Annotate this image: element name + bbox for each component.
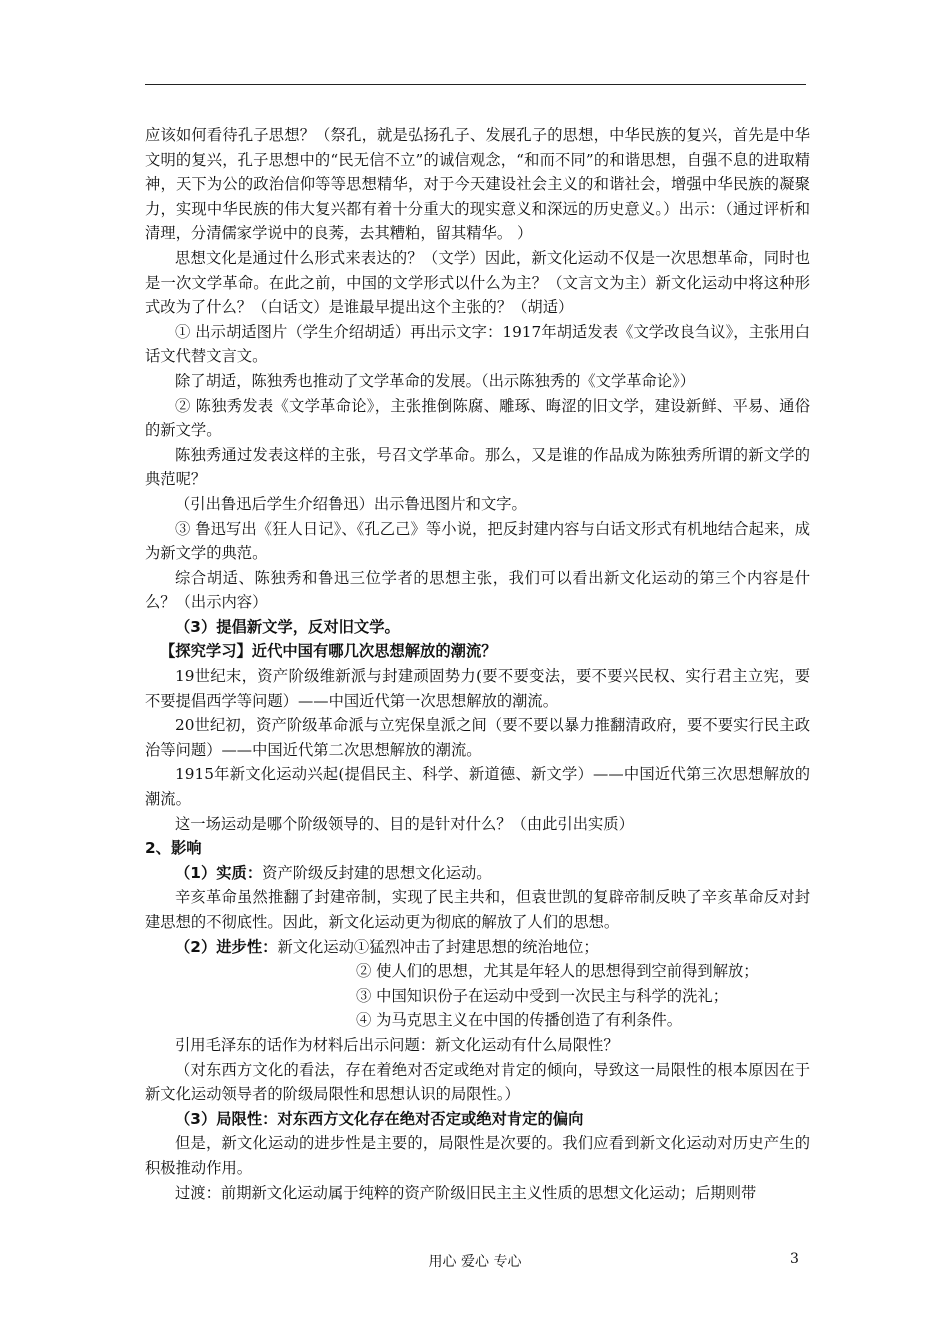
essence-text: 资产阶级反封建的思想文化运动。 <box>262 863 492 882</box>
paragraph: ③ 鲁迅写出《狂人日记》、《孔乙己》等小说，把反封建内容与白话文形式有机地结合起来，成为新文学的典范。 <box>145 519 810 563</box>
paragraph <box>145 861 810 886</box>
paragraph: （引出鲁迅后学生介绍鲁迅）出示鲁迅图片和文字。 <box>175 494 527 513</box>
section-heading: （3）提倡新文学，反对旧文学。 <box>175 617 400 636</box>
paragraph: 综合胡适、陈独秀和鲁迅三位学者的思想主张，我们可以看出新文化运动的第三个内容是什么？（出示内容） <box>145 568 810 612</box>
paragraph: （对东西方文化的看法，存在着绝对否定或绝对肯定的倾向，导致这一局限性的根本原因在于新文化运动领导者的阶级局限性和思想认识的局限性。） <box>145 1060 810 1104</box>
paragraph: 1915年新文化运动兴起(提倡民主、科学、新道德、新文学）——中国近代第三次思想解放的潮流。 <box>145 765 810 809</box>
progress-item: ③ 中国知识份子在运动中受到一次民主与科学的洗礼； <box>356 986 728 1005</box>
section-heading: 2、影响 <box>145 839 202 858</box>
label-essence: （1）实质： <box>175 863 263 882</box>
paragraph: 过渡：前期新文化运动属于纯粹的资产阶级旧民主主义性质的思想文化运动；后期则带 <box>175 1183 757 1202</box>
progress-item: ② 使人们的思想，尤其是年轻人的思想得到空前得到解放； <box>356 962 759 981</box>
paragraph: ② 陈独秀发表《文学革命论》，主张推倒陈腐、雕琢、晦涩的旧文学，建设新鲜、平易、通俗的新文学。 <box>145 396 810 440</box>
page-number: 3 <box>790 1251 799 1267</box>
progress-item: 新文化运动①猛烈冲击了封建思想的统治地位； <box>277 937 599 956</box>
paragraph: ① 出示胡适图片（学生介绍胡适）再出示文字：1917年胡适发表《文学改良刍议》，主张用白话文代替文言文。 <box>145 322 810 366</box>
paragraph: 20世纪初，资产阶级革命派与立宪保皇派之间（要不要以暴力推翻清政府，要不要实行民主政治等问题）——中国近代第二次思想解放的潮流。 <box>145 716 810 759</box>
document-body <box>145 123 810 1205</box>
paragraph: 这一场运动是哪个阶级领导的、目的是针对什么？（由此引出实质） <box>175 814 634 833</box>
paragraph: 辛亥革命虽然推翻了封建帝制，实现了民主共和，但袁世凯的复辟帝制反映了辛亥革命反对封建思想的不彻底性。因此，新文化运动更为彻底的解放了人们的思想。 <box>145 888 810 931</box>
paragraph <box>145 935 810 960</box>
header-rule <box>145 84 806 85</box>
paragraph: 陈独秀通过发表这样的主张，号召文学革命。那么，又是谁的作品成为陈独秀所谓的新文学的典范呢？ <box>145 445 810 489</box>
section-heading: （3）局限性：对东西方文化存在绝对否定或绝对肯定的偏向 <box>175 1109 584 1128</box>
paragraph: 除了胡适，陈独秀也推动了文学革命的发展。（出示陈独秀的《文学革命论》） <box>175 371 696 390</box>
footer-slogan: 用心 爱心 专心 <box>428 1254 522 1270</box>
paragraph: 但是，新文化运动的进步性是主要的，局限性是次要的。我们应看到新文化运动对历史产生的积极推动作用。 <box>145 1134 810 1177</box>
paragraph: 思想文化是通过什么形式来表达的？（文学）因此，新文化运动不仅是一次思想革命，同时也是一次文学革命。在此之前，中国的文学形式以什么为主？（文言文为主）新文化运动中将这种形式改为了什么？（白话文）是谁最早提出这个主张的？（胡适） <box>145 248 810 317</box>
paragraph: 19世纪末，资产阶级维新派与封建顽固势力(要不要变法，要不要兴民权、实行君主立宪，要不要提倡西学等问题）——中国近代第一次思想解放的潮流。 <box>145 667 810 710</box>
paragraph: 引用毛泽东的话作为材料后出示问题：新文化运动有什么局限性？ <box>175 1035 619 1054</box>
progress-item: ④ 为马克思主义在中国的传播创造了有利条件。 <box>356 1011 683 1030</box>
section-heading: 【探究学习】近代中国有哪几次思想解放的潮流？ <box>160 642 497 661</box>
label-progress: （2）进步性： <box>175 937 278 956</box>
paragraph: 应该如何看待孔子思想？（祭孔，就是弘扬孔子、发展孔子的思想，中华民族的复兴，首先是中华文明的复兴，孔子思想中的“民无信不立”的诚信观念，“和而不同”的和谐思想，自强不息的进取精神，天下为公的政治信仰等等思想精华，对于今天建设社会主义的和谐社会，增强中华民族的凝聚力，实现中华民族的伟大复兴都有着十分重大的现实意义和深远的历史意义。）出示：（通过评析和清理，分清儒家学说中的良莠，去其糟粕，留其精华。 ） <box>145 126 810 243</box>
